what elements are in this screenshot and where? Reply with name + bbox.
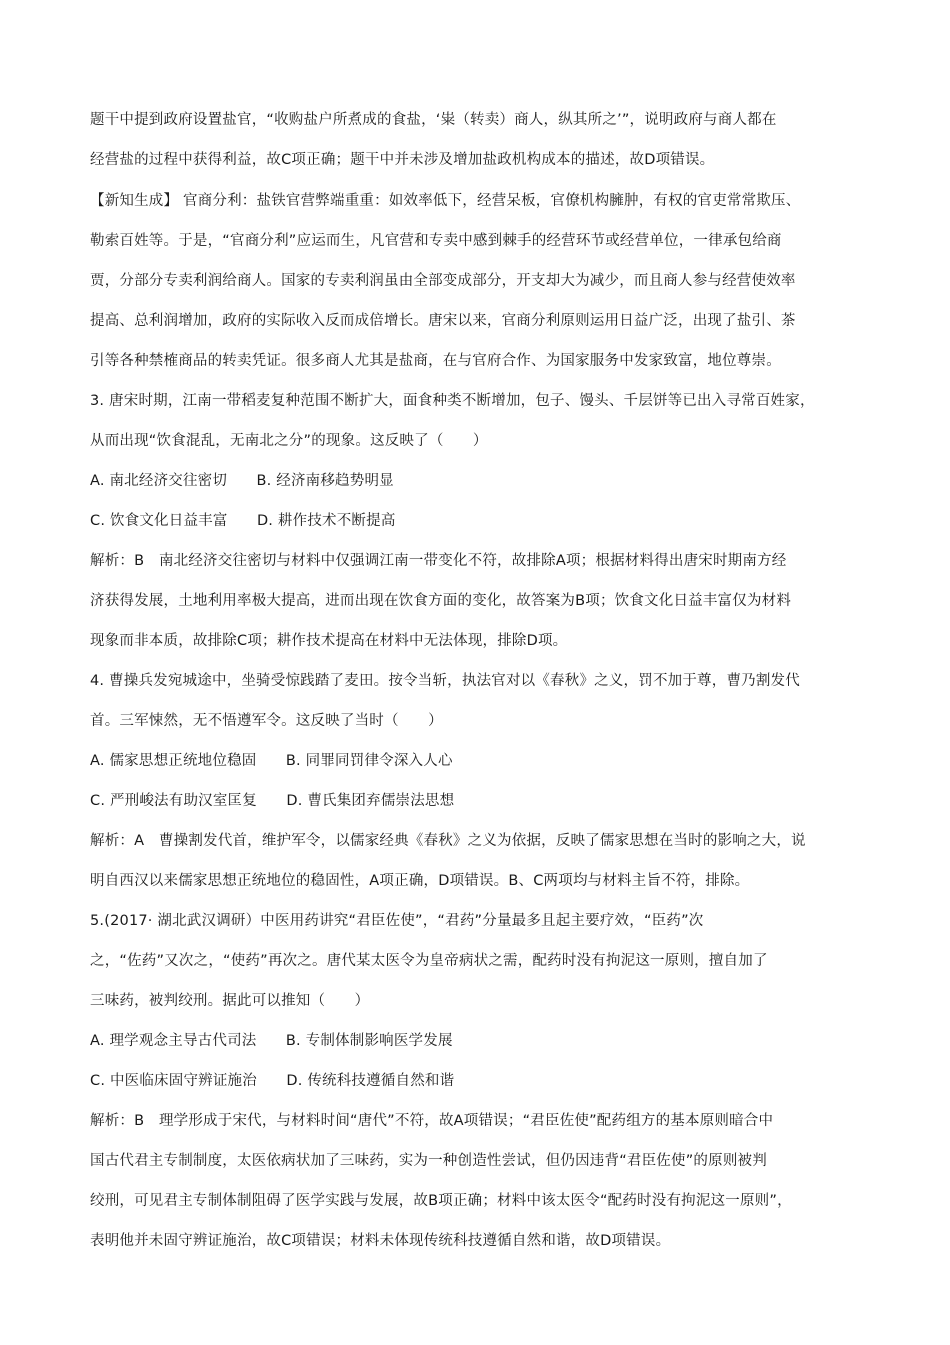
question-5-stem: 之，“佐药”又次之，“使药”再次之。唐代某太医令为皇帝病状之需，配药时没有拘泥这一原则，擅自加了 [90, 953, 768, 969]
question-3-analysis: 解析：B 南北经济交往密切与材料中仅强调江南一带变化不符，故排除A项；根据材料得出唐宋时期南方经 [90, 553, 787, 569]
text-line-new-knowledge: 【新知生成】 官商分利：盐铁官营弊端重重：如效率低下，经营呆板，官僚机构臃肿，有权的官吏常常欺压、 [90, 193, 801, 209]
text-line: 经营盐的过程中获得利益，故C项正确；题干中并未涉及增加盐政机构成本的描述，故D项错误。 [90, 152, 715, 168]
text-line: 勒索百姓等。于是，“官商分利”应运而生，凡官营和专卖中感到棘手的经营环节或经营单位，一律承包给商 [90, 233, 782, 249]
text-line: 引等各种禁榷商品的转卖凭证。很多商人尤其是盐商，在与官府合作、为国家服务中发家致富，地位尊崇。 [90, 353, 781, 369]
question-4-options: C. 严刑峻法有助汉室匡复 D. 曹氏集团弃儒崇法思想 [90, 793, 455, 809]
question-5-stem: 5.(2017· 湖北武汉调研）中医用药讲究“君臣佐使”，“君药”分量最多且起主要疗效，“臣药”次 [90, 913, 704, 929]
question-3-stem: 3. 唐宋时期，江南一带稻麦复种范围不断扩大，面食种类不断增加，包子、馒头、千层饼等已出入寻常百姓家， [90, 393, 815, 409]
question-5-options: C. 中医临床固守辨证施治 D. 传统科技遵循自然和谐 [90, 1073, 455, 1089]
question-4-analysis: 解析：A 曹操割发代首，维护军令，以儒家经典《春秋》之义为依据，反映了儒家思想在当时的影响之大，说 [90, 833, 806, 849]
question-3-options: A. 南北经济交往密切 B. 经济南移趋势明显 [90, 473, 394, 489]
text-line: 贾，分部分专卖利润给商人。国家的专卖利润虽由全部变成部分，开支却大为减少，而且商人参与经营使效率 [90, 273, 796, 289]
text-line: 题干中提到政府设置盐官，“收购盐户所煮成的食盐，‘粜（转卖）商人，纵其所之’”，说明政府与商人都在 [90, 112, 777, 128]
question-4-stem: 4. 曹操兵发宛城途中，坐骑受惊践踏了麦田。按令当斩，执法官对以《春秋》之义，罚不加于尊，曹乃割发代 [90, 673, 800, 689]
question-3-stem: 从而出现“饮食混乱，无南北之分”的现象。这反映了（ ） [90, 433, 488, 449]
question-5-analysis: 表明他并未固守辨证施治，故C项错误；材料未体现传统科技遵循自然和谐，故D项错误。 [90, 1233, 671, 1249]
question-5-analysis: 绞刑，可见君主专制体制阻碍了医学实践与发展，故B项正确；材料中该太医令“配药时没有拘泥这一原则”， [90, 1193, 792, 1209]
question-4-options: A. 儒家思想正统地位稳固 B. 同罪同罚律令深入人心 [90, 753, 453, 769]
question-3-options: C. 饮食文化日益丰富 D. 耕作技术不断提高 [90, 513, 396, 529]
question-4-analysis: 明自西汉以来儒家思想正统地位的稳固性，A项正确，D项错误。B、C两项均与材料主旨不符，排除。 [90, 873, 750, 889]
question-4-stem: 首。三军悚然，无不悟遵军令。这反映了当时（ ） [90, 713, 443, 729]
question-3-analysis: 现象而非本质，故排除C项；耕作技术提高在材料中无法体现，排除D项。 [90, 633, 568, 649]
question-5-analysis: 解析：B 理学形成于宋代，与材料时间“唐代”不符，故A项错误；“君臣佐使”配药组方的基本原则暗合中 [90, 1113, 774, 1129]
question-5-options: A. 理学观念主导古代司法 B. 专制体制影响医学发展 [90, 1033, 453, 1049]
question-5-analysis: 国古代君主专制制度，太医依病状加了三味药，实为一种创造性尝试，但仍因违背“君臣佐使”的原则被判 [90, 1153, 767, 1169]
question-5-stem: 三味药，被判绞刑。据此可以推知（ ） [90, 993, 370, 1009]
question-3-analysis: 济获得发展，土地利用率极大提高，进而出现在饮食方面的变化，故答案为B项；饮食文化日益丰富仅为材料 [90, 593, 792, 609]
text-line: 提高、总利润增加，政府的实际收入反而成倍增长。唐宋以来，官商分利原则运用日益广泛，出现了盐引、茶 [90, 313, 796, 329]
